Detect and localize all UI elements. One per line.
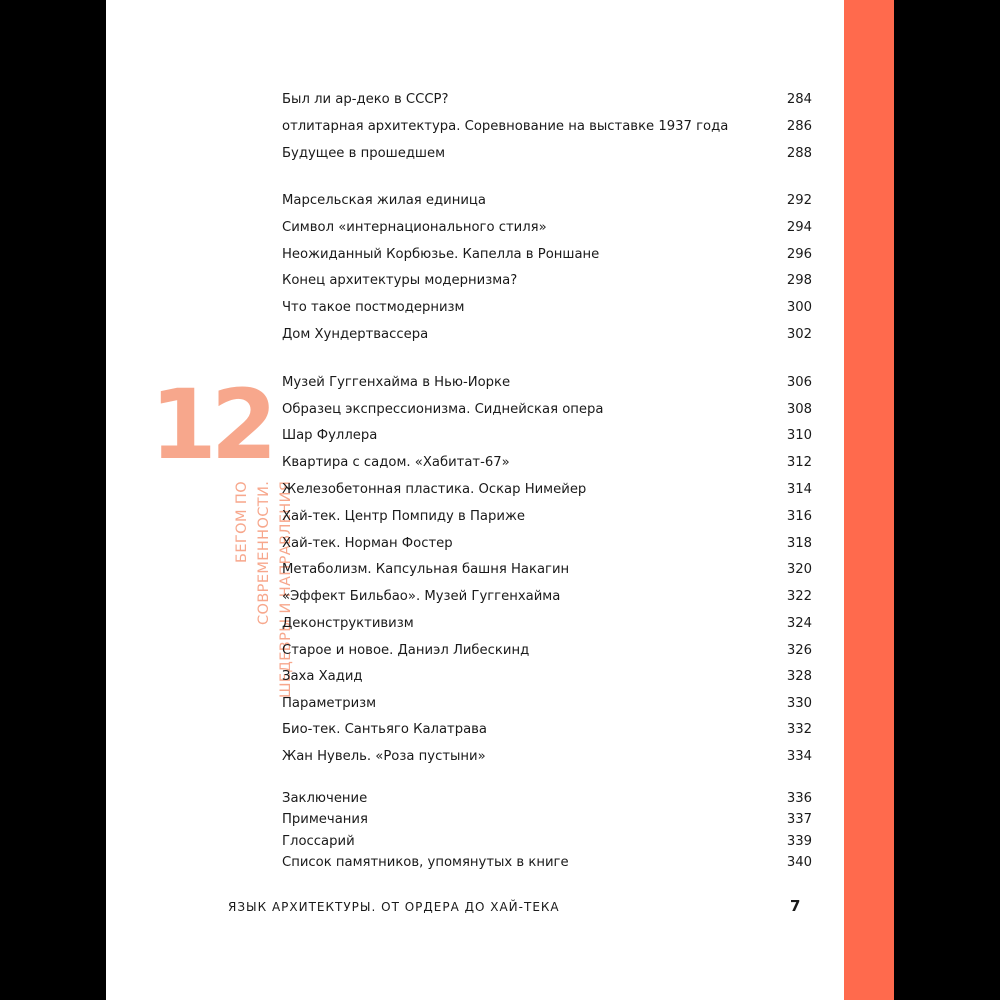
toc-entry-title: Железобетонная пластика. Оскар Нимейер xyxy=(282,482,587,497)
toc-entry xyxy=(282,616,812,632)
toc-entry-page: 286 xyxy=(786,119,812,134)
toc-entry-title: Шар Фуллера xyxy=(282,428,378,443)
toc-entry-page: 298 xyxy=(786,273,812,288)
toc-entry-page: 324 xyxy=(786,616,812,631)
toc-entry xyxy=(282,375,812,391)
toc-entry-title: отлитарная архитектура. Соревнование на выставке 1937 года xyxy=(282,119,729,134)
toc-entry-page: 336 xyxy=(786,791,812,806)
toc-entry-page: 302 xyxy=(786,327,812,342)
toc-entry-title: Марсельская жилая единица xyxy=(282,193,486,208)
toc-entry xyxy=(282,455,812,471)
page-number: 7 xyxy=(790,897,801,915)
toc-entry-page: 308 xyxy=(786,402,812,417)
toc-entry xyxy=(282,791,812,807)
toc-entry-title: Параметризм xyxy=(282,696,377,711)
toc-entry-page: 292 xyxy=(786,193,812,208)
toc-entry-title: Квартира с садом. «Хабитат-67» xyxy=(282,455,510,470)
toc-entry-title: Список памятников, упомянутых в книге xyxy=(282,855,569,870)
toc-entry xyxy=(282,146,812,162)
toc-entry xyxy=(282,92,812,108)
toc-entry xyxy=(282,327,812,343)
toc-entry-page: 310 xyxy=(786,428,812,443)
toc-entry xyxy=(282,696,812,712)
toc-entry xyxy=(282,428,812,444)
toc-entry-page: 330 xyxy=(786,696,812,711)
toc-entry-title: Заха Хадид xyxy=(282,669,363,684)
toc-entry-page: 322 xyxy=(786,589,812,604)
chapter-title-line: СОВРЕМЕННОСТИ. xyxy=(256,481,272,626)
toc-entry-title: Неожиданный Корбюзье. Капелла в Роншане xyxy=(282,247,600,262)
toc-entry-page: 284 xyxy=(786,92,812,107)
toc-entry xyxy=(282,193,812,209)
toc-entry xyxy=(282,812,812,828)
toc-entry-title: «Эффект Бильбао». Музей Гуггенхайма xyxy=(282,589,561,604)
toc-entry xyxy=(282,834,812,850)
toc-entry-page: 337 xyxy=(786,812,812,827)
chapter-title-line: БЕГОМ ПО xyxy=(234,481,250,564)
chapter-title-line: ШЕДЕВРЫ И НАПРАВЛЕНИЯ xyxy=(278,481,294,699)
toc-entry-title: Образец экспрессионизма. Сиднейская опера xyxy=(282,402,604,417)
toc-entry-page: 339 xyxy=(786,834,812,849)
toc-entry-page: 320 xyxy=(786,562,812,577)
toc-entry-page: 332 xyxy=(786,722,812,737)
toc-entry xyxy=(282,562,812,578)
toc-entry xyxy=(282,273,812,289)
toc-entry-title: Метаболизм. Капсульная башня Накагин xyxy=(282,562,570,577)
toc-entry xyxy=(282,855,812,871)
toc-entry-page: 300 xyxy=(786,300,812,315)
toc-entry-page: 306 xyxy=(786,375,812,390)
toc-entry xyxy=(282,536,812,552)
toc-entry-title: Жан Нувель. «Роза пустыни» xyxy=(282,749,486,764)
toc-entry-page: 312 xyxy=(786,455,812,470)
toc-entry xyxy=(282,669,812,685)
toc-entry-title: Символ «интернационального стиля» xyxy=(282,220,547,235)
toc-entry xyxy=(282,300,812,316)
toc-entry xyxy=(282,482,812,498)
toc-entry xyxy=(282,402,812,418)
toc-entry-title: Был ли ар-деко в СССР? xyxy=(282,92,449,107)
toc-entry xyxy=(282,119,812,135)
toc-entry-page: 318 xyxy=(786,536,812,551)
toc-entry xyxy=(282,220,812,236)
toc-entry xyxy=(282,643,812,659)
toc-entry-page: 316 xyxy=(786,509,812,524)
toc-entry-title: Хай-тек. Норман Фостер xyxy=(282,536,453,551)
accent-stripe xyxy=(844,0,894,1000)
running-footer-title: ЯЗЫК АРХИТЕКТУРЫ. ОТ ОРДЕРА ДО ХАЙ-ТЕКА xyxy=(228,900,560,914)
toc-entry-title: Старое и новое. Даниэл Либескинд xyxy=(282,643,530,658)
toc-entry-title: Что такое постмодернизм xyxy=(282,300,465,315)
toc-entry-title: Музей Гуггенхайма в Нью-Йорке xyxy=(282,375,511,390)
toc-entry-page: 328 xyxy=(786,669,812,684)
toc-entry-page: 314 xyxy=(786,482,812,497)
toc-entry-title: Заключение xyxy=(282,791,368,806)
toc-entry-page: 340 xyxy=(786,855,812,870)
toc-entry-page: 334 xyxy=(786,749,812,764)
toc-entry-page: 294 xyxy=(786,220,812,235)
toc-entry-title: Будущее в прошедшем xyxy=(282,146,446,161)
toc-entry-title: Хай-тек. Центр Помпиду в Париже xyxy=(282,509,525,524)
toc-entry-title: Био-тек. Сантьяго Калатрава xyxy=(282,722,488,737)
toc-entry-title: Примечания xyxy=(282,812,368,827)
toc-entry xyxy=(282,722,812,738)
toc-entry-title: Конец архитектуры модернизма? xyxy=(282,273,518,288)
toc-entry xyxy=(282,749,812,765)
toc-entry-page: 326 xyxy=(786,643,812,658)
toc-entry-page: 296 xyxy=(786,247,812,262)
toc-entry-title: Дом Хундертвассера xyxy=(282,327,429,342)
toc-entry xyxy=(282,247,812,263)
toc-entry xyxy=(282,589,812,605)
toc-entry-title: Глоссарий xyxy=(282,834,355,849)
toc-entry-page: 288 xyxy=(786,146,812,161)
chapter-number: 12 xyxy=(150,369,272,481)
toc-entry xyxy=(282,509,812,525)
toc-entry-title: Деконструктивизм xyxy=(282,616,414,631)
